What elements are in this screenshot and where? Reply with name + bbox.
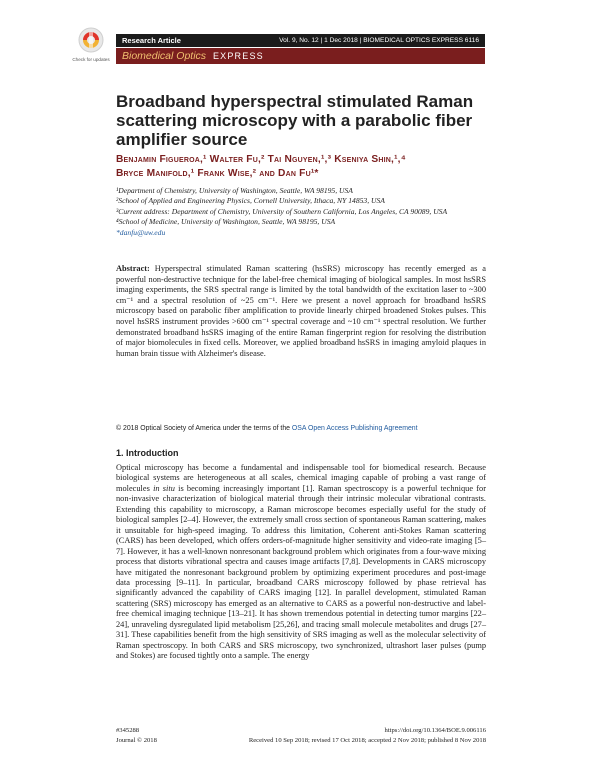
copyright-notice: [116, 425, 488, 432]
publication-dates: Received 10 Sep 2018; revised 17 Oct 2018; accepted 2 Nov 2018; published 8 Nov 2018: [248, 737, 486, 744]
license-link[interactable]: OSA Open Access Publishing Agreement: [291, 425, 418, 432]
journal-banner: [116, 48, 485, 64]
journal-name: Biomedical Optics: [122, 50, 207, 62]
intro-italic: in situ: [153, 483, 175, 493]
affiliation: ¹Department of Chemistry, University of Washington, Seattle, WA 98195, USA: [116, 186, 353, 195]
abstract-text: Hyperspectral stimulated Raman scattering (hsSRS) microscopy has recently emerged as a powerful non-destructive technique for the label-free chemical imaging of biological samples. In most hsSRS imaging experiments, the SRS spectral range is limited by the total bandwidth of the excitation laser to ~300 cm⁻¹ and a spectral resolution of ~25 cm⁻¹. Here we present a novel approach for broadband hsSRS microscopy based on parabolic fiber amplification to provide linearly chirped broadened Stokes pulses. This novel hsSRS instrument provides >600 cm⁻¹ spectral coverage and ~10 cm⁻¹ spectral resolution. We further demonstrated broadband hsSRS imaging of the entire Raman fingerprint region for resolving the distribution of major biomolecules in fixed cells. Moreover, we applied broadband hsSRS in imaging amyloid plaques in human brain tissue with Alzheimer's disease.: [116, 264, 486, 358]
journal-suffix: EXPRESS: [212, 51, 264, 61]
copyright-text: © 2018 Optical Society of America under the terms of the: [116, 425, 290, 432]
author-line: Benjamin Figueroa,¹ Walter Fu,² Tai Nguyen,¹,³ Kseniya Shin,¹,⁴: [116, 154, 406, 165]
introduction-body: [116, 463, 486, 662]
check-for-updates-badge[interactable]: [74, 26, 108, 72]
author-line: Bryce Manifold,¹ Frank Wise,² and Dan Fu¹*: [116, 168, 319, 179]
crossmark-icon: [74, 26, 108, 72]
crossmark-label: Check for updates: [72, 57, 110, 62]
author-list: [116, 153, 486, 181]
header-top-bar: [116, 34, 485, 47]
abstract: [116, 264, 486, 359]
doi-link[interactable]: https://doi.org/10.1364/BOE.9.006116: [384, 727, 486, 734]
article-title: Broadband hyperspectral stimulated Raman scattering microscopy with a parabolic fiber amplifier source: [116, 92, 474, 149]
abstract-label: Abstract:: [116, 264, 150, 273]
corresponding-email[interactable]: *danfu@uw.edu: [116, 227, 166, 237]
affiliations: [116, 186, 488, 238]
volume-info: Vol. 9, No. 12 | 1 Dec 2018 | BIOMEDICAL OPTICS EXPRESS 6116: [279, 37, 479, 44]
affiliation: ²School of Applied and Engineering Physics, Cornell University, Ithaca, NY 14853, USA: [116, 196, 385, 206]
section-heading: 1. Introduction: [116, 448, 179, 458]
article-id: #345288: [116, 727, 140, 734]
intro-text: Optical microscopy has become a fundamental and indispensable tool for biomedical research. Because biological systems are heterogeneous at all scales, chemical imaging capable of probing a vast range of molecules: [116, 463, 486, 493]
affiliation: ⁴School of Medicine, University of Washington, Seattle, WA 98195, USA: [116, 217, 336, 227]
intro-text-continued: is becoming increasingly important [1]. Raman spectroscopy is a powerful technique for non-invasive characterization of biological material through their intrinsic molecular vibrational contrasts. Extending this capability to microscopy, a Raman microscope becomes especially useful for the study of biological samples [2–4]. However, the extremely small cross section of spontaneous Raman scattering, makes it unsuitable for high-speed imaging. To address this limitation, Coherent anti-Stokes Raman scattering (CARS) has been developed, which offers orders-of-magnitude higher sensitivity and video-rate imaging [5–7]. However, it has a well-known nonresonant background problem which originates from a four-wave mixing process that distorts vibrational spectra and causes image artifacts [7,8]. Developments in CARS microscopy have mitigated the nonresonant background problem by optimizing experiment procedures and post-image data processing [9–11]. In particular, broadband CARS microscopy followed by phase retrieval has significantly advanced the capability of CARS imaging [12]. In parallel development, stimulated Raman scattering (SRS) microscopy has emerged as an alternative to CARS as a powerful non-destructive and label-free chemical imaging technique [13–21]. It has shown tremendous potential in detecting tumor margins [22–24], unraveling dysregulated lipid metabolism [25,26], and tracing small molecule metabolites and drugs [27–31]. These capabilities benefit from the high sensitivity of SRS imaging as well as the molecular selectivity of Raman spectroscopy. In both CARS and SRS microscopy, two synchronized, ultrashort laser pulses (pump and Stokes) are focused tightly onto a sample. The energy: [116, 483, 486, 661]
journal-copyright: Journal © 2018: [116, 737, 157, 744]
article-type-label: Research Article: [122, 36, 181, 45]
affiliation: ³Current address: Department of Chemistry, University of Southern California, Los Angeles, CA 90089, USA: [116, 206, 448, 216]
